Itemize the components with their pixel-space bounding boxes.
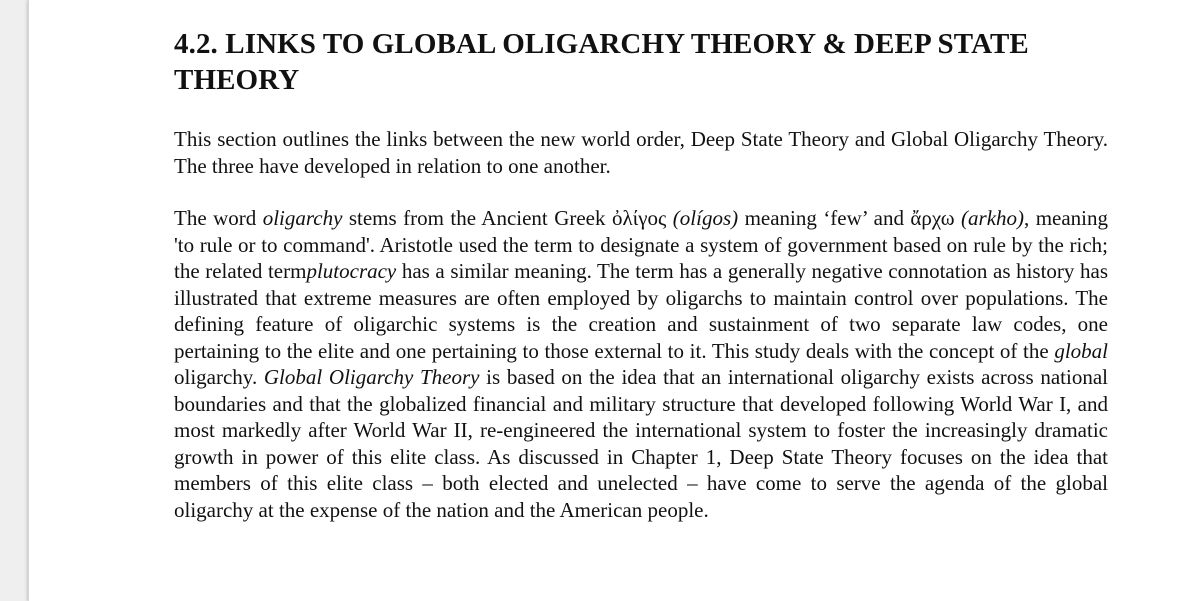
greek-word-oligos: ὀλίγος [611, 206, 667, 230]
text-run: oligarchy. [174, 365, 264, 389]
text-run: meaning ‘few’ and [738, 206, 911, 230]
greek-word-arkho: ἄρχω [910, 206, 955, 230]
text-run: is based on the idea that an international oligarchy exists across national boundaries and that the globalized financial and military structure that developed following World War I, and most markedly after World War II, re-engineered the international system to foster the increasingly dramatic growth in power of this elite class. As discussed in Chapter 1, Deep State Theory focuses on the idea that members of this elite class – both elected and unelected – have come to serve the agenda of the global oligarchy at the expense of the nation and the American people. [174, 365, 1108, 522]
oligarchy-paragraph [174, 205, 1108, 523]
italic-term-plutocracy: plutocracy [306, 259, 397, 283]
text-run: The word [174, 206, 263, 230]
intro-paragraph: This section outlines the links between the new world order, Deep State Theory and Global Oligarchy Theory. The three have developed in relation to one another. [174, 127, 1108, 178]
section-heading: 4.2. LINKS TO GLOBAL OLIGARCHY THEORY & DEEP STATE THEORY [174, 28, 1029, 96]
text-run: stems from the Ancient Greek [342, 206, 612, 230]
italic-term-global-oligarchy-theory: Global Oligarchy Theory [263, 365, 480, 389]
text-run: , meaning 'to rule or to command'. Aristotle used the term to designate a system of government based on rule by the rich; the related term [174, 206, 1109, 283]
document-content [174, 26, 1108, 523]
italic-transliteration-arkho: (arkho) [954, 206, 1025, 230]
italic-transliteration-oligos: (olígos) [666, 206, 739, 230]
italic-term-global: global [1054, 338, 1108, 363]
document-page [28, 0, 1200, 601]
text-run: has a similar meaning. The term has a generally negative connotation as history has illustrated that extreme measures are often employed by oligarchs to maintain control over populations. The defining feature of oligarchic systems is the creation and sustainment of two separate law codes, one pertaining to the elite and one pertaining to those external to it. This study deals with the concept of the [174, 259, 1108, 363]
italic-term-oligarchy: oligarchy [262, 206, 343, 230]
